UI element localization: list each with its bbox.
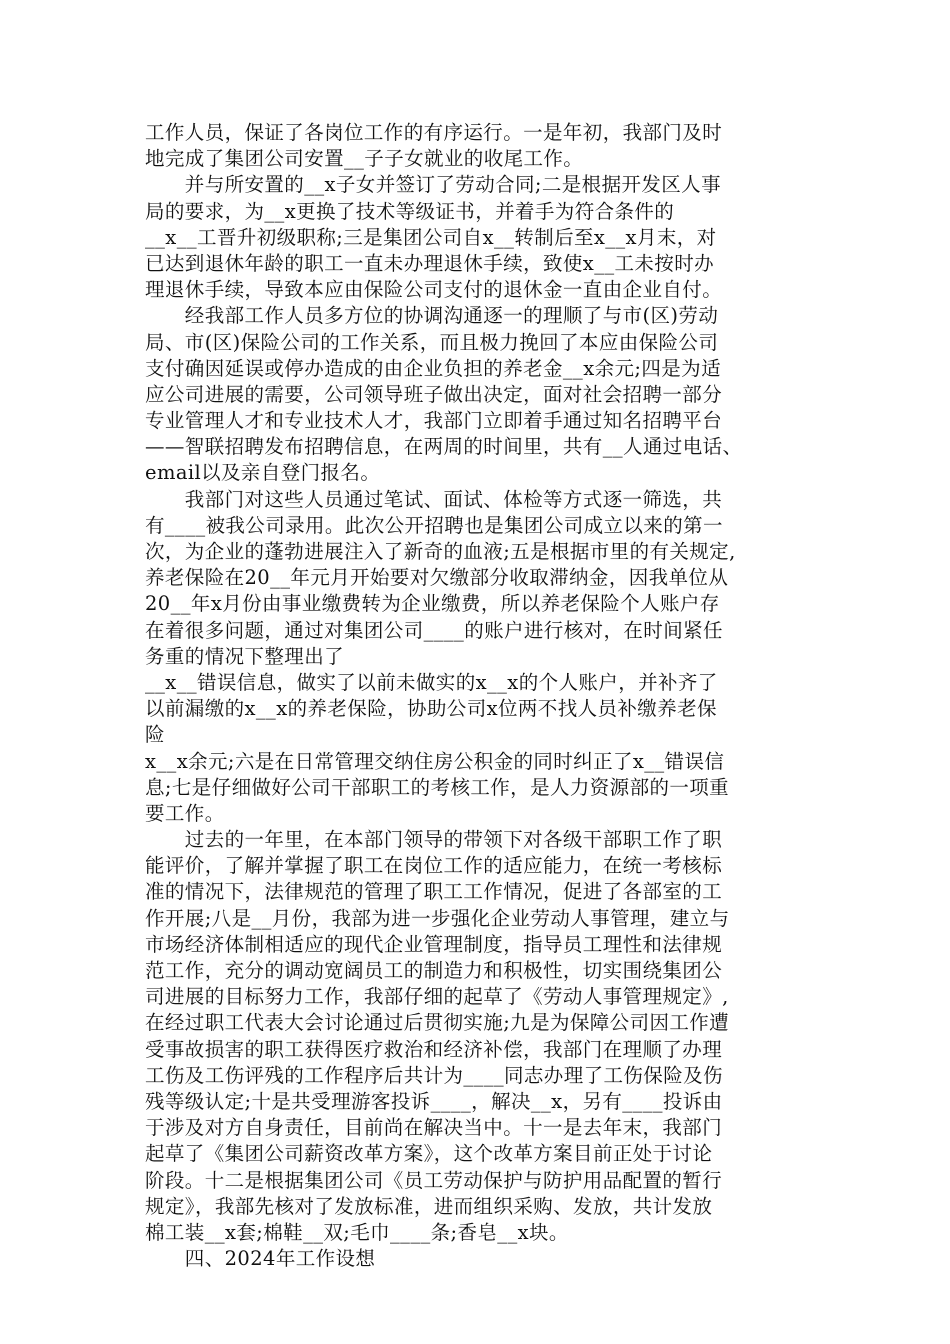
text-line: __x__错误信息，做实了以前未做实的x__x的个人账户，并补齐了 [145,670,718,694]
text-line: email以及亲自登门报名。 [145,461,381,485]
text-line: 理退休手续，导致本应由保险公司支付的退休金一直由企业自付。 [145,278,723,302]
text-line: 地完成了集团公司安置__子子女就业的收尾工作。 [145,147,584,171]
text-line: 残等级认定;十是共受理游客投诉____，解决__x，另有____投诉由 [145,1089,723,1113]
text-line: 已达到退休年龄的职工一直未办理退休手续，致使x__工未按时办 [145,251,714,275]
text-line: 准的情况下，法律规范的管理了职工工作情况，促进了各部室的工 [145,880,723,904]
text-line: 并与所安置的__x子女并签订了劳动合同;二是根据开发区人事 [145,173,721,197]
text-line: 次，为企业的蓬勃进展注入了新奇的血液;五是根据市里的有关规定, [145,540,736,563]
text-line: 支付确因延误或停办造成的由企业负担的养老金__x余元;四是为适 [145,356,721,380]
text-line: 有____被我公司录用。此次公开招聘也是集团公司成立以来的第一 [145,513,723,537]
text-line: 险 [145,723,165,747]
text-line: 四、2024年工作设想 [145,1247,376,1271]
text-line: 过去的一年里，在本部门领导的带领下对各级干部职工作了职 [145,828,723,852]
text-line: 20__年x月份由事业缴费转为企业缴费，所以养老保险个人账户存 [145,592,720,616]
text-line: 规定》，我部先核对了发放标准，进而组织采购、发放，共计发放 [145,1194,713,1218]
text-line: 工伤及工伤评残的工作程序后共计为____同志办理了工伤保险及伤 [145,1063,723,1087]
text-line: 在经过职工代表大会讨论通过后贯彻实施;九是为保障公司因工作遭 [145,1011,730,1035]
text-line: 能评价，了解并掌握了职工在岗位工作的适应能力，在统一考核标 [145,854,723,878]
text-line: x__x余元;六是在日常管理交纳住房公积金的同时纠正了x__错误信 [145,749,725,773]
text-line: 要工作。 [145,801,225,825]
text-line: 务重的情况下整理出了 [145,644,345,668]
text-line: ——智联招聘发布招聘信息，在两周的时间里，共有__人通过电话、 [145,435,743,459]
text-line: 作开展;八是__月份，我部为进一步强化企业劳动人事管理，建立与 [145,906,730,930]
text-line: 我部门对这些人员通过笔试、面试、体检等方式逐一筛选，共 [145,487,723,511]
text-line: 以前漏缴的x__x的养老保险，协助公司x位两不找人员补缴养老保 [145,697,717,721]
text-line: 受事故损害的职工获得医疗救治和经济补偿，我部门在理顺了办理 [145,1037,723,1061]
text-line: 经我部工作人员多方位的协调沟通逐一的理顺了与市(区)劳动 [145,304,719,328]
text-line: 棉工装__x套;棉鞋__双;毛巾____条;香皂__x块。 [145,1220,569,1244]
text-line: 司进展的目标努力工作，我部仔细的起草了《劳动人事管理规定》, [145,985,729,1009]
text-line: 息;七是仔细做好公司干部职工的考核工作，是人力资源部的一项重 [145,775,730,799]
text-line: 于涉及对方自身责任，目前尚在解决当中。十一是去年末，我部门 [145,1116,723,1140]
text-line: 起草了《集团公司薪资改革方案》，这个改革方案目前正处于讨论 [145,1142,713,1166]
document-body [145,120,809,1272]
text-line: 在着很多问题，通过对集团公司____的账户进行核对，在时间紧任 [145,618,723,642]
text-line: 局的要求，为__x更换了技术等级证书，并着手为符合条件的 [145,199,675,223]
text-line: __x__工晋升初级职称;三是集团公司自x__转制后至x__x月末，对 [145,225,717,249]
text-line: 市场经济体制相适应的现代企业管理制度，指导员工理性和法律规 [145,932,723,956]
text-line: 阶段。十二是根据集团公司《员工劳动保护与防护用品配置的暂行 [145,1168,723,1192]
text-line: 应公司进展的需要，公司领导班子做出决定，面对社会招聘一部分 [145,382,723,406]
text-line: 范工作，充分的调动宽阔员工的制造力和积极性，切实围绕集团公 [145,959,723,982]
text-line: 局、市(区)保险公司的工作关系，而且极力挽回了本应由保险公司 [145,330,719,354]
text-line: 养老保险在20__年元月开始要对欠缴部分收取滞纳金，因我单位从 [145,566,729,590]
text-line: 工作人员，保证了各岗位工作的有序运行。一是年初，我部门及时 [145,121,723,144]
text-line: 专业管理人才和专业技术人才，我部门立即着手通过知名招聘平台 [145,409,723,433]
